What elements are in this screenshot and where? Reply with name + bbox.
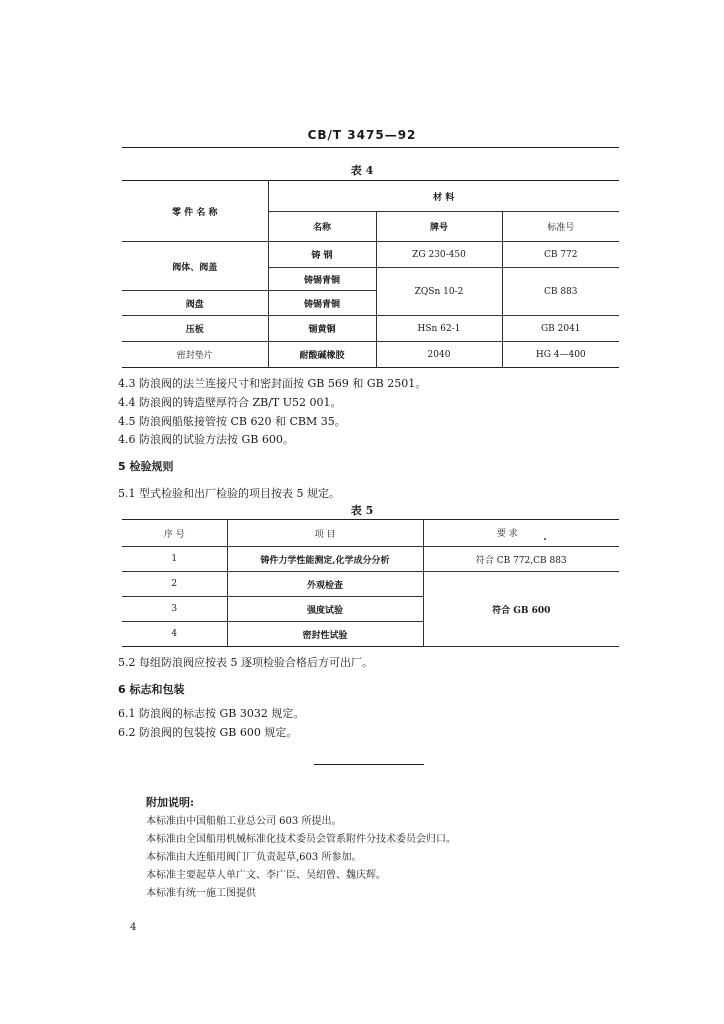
table-row-no: 1 — [122, 547, 227, 572]
note-line: 本标准由大连船用阀门厂负责起草,603 所参加。 — [146, 852, 362, 863]
table-row-part: 阀盘 — [122, 291, 268, 316]
material-header: 材 料 — [268, 181, 619, 212]
table-cell-name: 锡黄铜 — [268, 316, 376, 342]
sub-header-grade: 牌号 — [376, 212, 502, 242]
table-4 — [122, 180, 619, 368]
clause-6-1: 6.1 防浪阀的标志按 GB 3032 规定。 — [118, 707, 305, 720]
clause-4-6: 4.6 防浪阀的试验方法按 GB 600。 — [118, 433, 294, 446]
speck-dot — [544, 538, 546, 540]
table-row-req: 符合 CB 772,CB 883 — [423, 547, 619, 572]
part-name-header: 零 件 名 称 — [122, 181, 268, 242]
note-line: 本标准有统一施工图提供 — [146, 888, 256, 899]
table-cell-name: 铸锡青铜 — [268, 268, 376, 291]
note-line: 本标准主要起草人单广文、李广臣、吴绍曾、魏庆辉。 — [146, 870, 386, 881]
table-row-no: 3 — [122, 597, 227, 622]
header-rule — [122, 147, 619, 148]
notes-title: 附加说明: — [146, 796, 195, 809]
clause-4-5: 4.5 防浪阀船舷接管按 CB 620 和 CBM 35。 — [118, 415, 346, 428]
table-cell-name: 铸锡青铜 — [268, 291, 376, 316]
table-row-no: 2 — [122, 572, 227, 597]
table-cell-std: CB 883 — [502, 268, 619, 316]
note-line: 本标准由全国船用机械标准化技术委员会管系附件分技术委员会归口。 — [146, 834, 456, 845]
section-6-title: 6 标志和包装 — [118, 683, 185, 696]
sub-header-std: 标准号 — [502, 212, 619, 242]
header-item: 项 目 — [227, 520, 423, 547]
clause-4-4: 4.4 防浪阀的铸造壁厚符合 ZB/T U52 001。 — [118, 396, 342, 409]
table-cell-std: HG 4—400 — [502, 342, 619, 368]
table-cell-name: 铸 钢 — [268, 242, 376, 268]
page-number: 4 — [130, 922, 137, 933]
clause-5-1: 5.1 型式检验和出厂检验的项目按表 5 规定。 — [118, 487, 340, 500]
table-5 — [122, 519, 619, 647]
table4-caption: 表 4 — [350, 164, 374, 177]
table-row-no: 4 — [122, 622, 227, 647]
clause-6-2: 6.2 防浪阀的包装按 GB 600 规定。 — [118, 726, 298, 739]
table-cell-grade: ZG 230-450 — [376, 242, 502, 268]
table-row-item: 强度试验 — [227, 597, 423, 622]
table-row-part: 密封垫片 — [122, 342, 268, 368]
table-row-item: 铸件力学性能测定,化学成分分析 — [227, 547, 423, 572]
standard-code: CB/T 3475—92 — [307, 128, 417, 142]
separator-rule — [314, 764, 424, 765]
table-cell-std: GB 2041 — [502, 316, 619, 342]
clause-4-3: 4.3 防浪阀的法兰连接尺寸和密封面按 GB 569 和 GB 2501。 — [118, 377, 427, 390]
header-no: 序 号 — [122, 520, 227, 547]
table-cell-grade: ZQSn 10-2 — [376, 268, 502, 316]
table-cell-name: 耐酸碱橡胶 — [268, 342, 376, 368]
table-cell-std: CB 772 — [502, 242, 619, 268]
sub-header-name: 名称 — [268, 212, 376, 242]
table-row-req: 符合 GB 600 — [423, 572, 619, 647]
table-row-item: 密封性试验 — [227, 622, 423, 647]
table-row-item: 外观检查 — [227, 572, 423, 597]
table5-caption: 表 5 — [350, 504, 374, 517]
clause-5-2: 5.2 每组防浪阀应按表 5 逐项检验合格后方可出厂。 — [118, 656, 373, 669]
table-row-part: 阀体、阀盖 — [122, 242, 268, 291]
table-row-part: 压板 — [122, 316, 268, 342]
header-requirement: 要 求 — [423, 520, 619, 547]
table-cell-grade: 2040 — [376, 342, 502, 368]
section-5-title: 5 检验规则 — [118, 460, 174, 473]
table-cell-grade: HSn 62-1 — [376, 316, 502, 342]
note-line: 本标准由中国船舶工业总公司 603 所提出。 — [146, 816, 342, 827]
